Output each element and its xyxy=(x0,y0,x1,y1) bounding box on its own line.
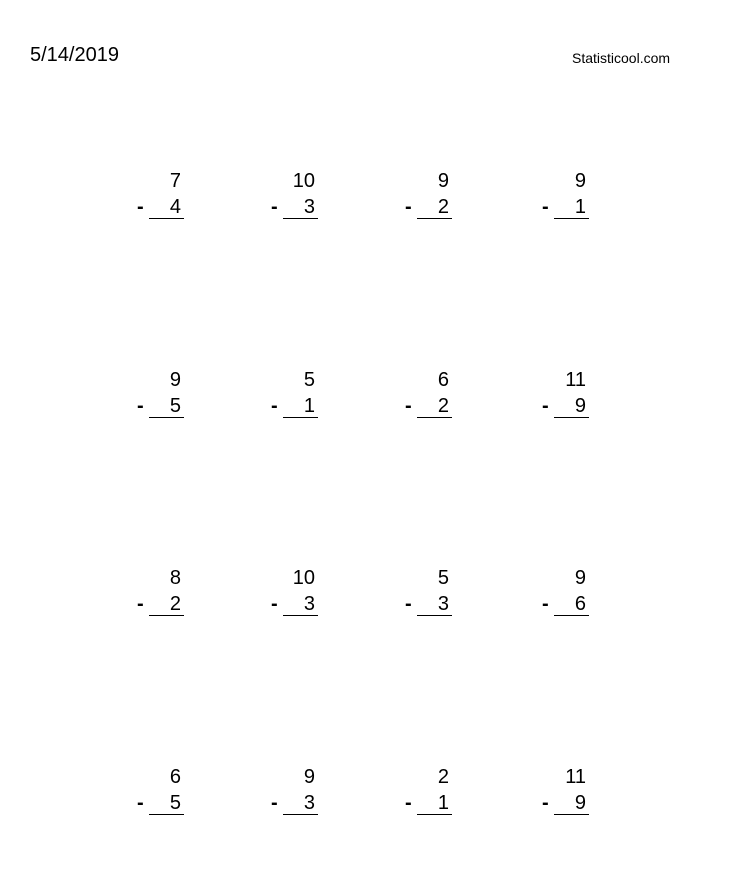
subtraction-problem xyxy=(137,369,184,421)
minus-sign: - xyxy=(405,593,412,615)
minuend: 9 xyxy=(169,369,181,391)
subtrahend: 6 xyxy=(554,593,589,616)
minus-sign: - xyxy=(137,593,144,615)
minuend: 9 xyxy=(574,170,586,192)
minus-sign: - xyxy=(542,593,549,615)
minuend: 6 xyxy=(437,369,449,391)
minuend: 9 xyxy=(437,170,449,192)
subtrahend: 2 xyxy=(417,196,452,219)
subtraction-problem xyxy=(137,170,184,222)
subtraction-problem xyxy=(405,369,452,421)
minus-sign: - xyxy=(137,395,144,417)
worksheet-date: 5/14/2019 xyxy=(30,44,119,66)
minuend: 8 xyxy=(169,567,181,589)
subtraction-problem xyxy=(405,170,452,222)
minuend: 10 xyxy=(292,170,315,192)
subtrahend: 5 xyxy=(149,792,184,815)
subtraction-problem xyxy=(542,766,589,818)
minuend: 10 xyxy=(292,567,315,589)
subtraction-problem xyxy=(271,567,318,619)
subtrahend: 3 xyxy=(283,792,318,815)
subtrahend: 1 xyxy=(417,792,452,815)
subtraction-problem xyxy=(405,567,452,619)
subtraction-problem xyxy=(137,567,184,619)
subtraction-problem xyxy=(542,567,589,619)
subtrahend: 1 xyxy=(554,196,589,219)
minus-sign: - xyxy=(271,593,278,615)
subtraction-problem xyxy=(542,369,589,421)
minus-sign: - xyxy=(405,792,412,814)
subtrahend: 4 xyxy=(149,196,184,219)
minus-sign: - xyxy=(137,792,144,814)
minus-sign: - xyxy=(405,196,412,218)
subtrahend: 3 xyxy=(283,196,318,219)
subtraction-problem xyxy=(271,170,318,222)
minus-sign: - xyxy=(271,792,278,814)
minuend: 6 xyxy=(169,766,181,788)
subtraction-problem xyxy=(542,170,589,222)
subtrahend: 2 xyxy=(417,395,452,418)
subtrahend: 3 xyxy=(417,593,452,616)
subtrahend: 2 xyxy=(149,593,184,616)
minus-sign: - xyxy=(542,792,549,814)
subtrahend: 9 xyxy=(554,395,589,418)
subtraction-problem xyxy=(271,766,318,818)
subtrahend: 5 xyxy=(149,395,184,418)
minuend: 9 xyxy=(303,766,315,788)
minuend: 11 xyxy=(565,766,586,788)
minus-sign: - xyxy=(271,196,278,218)
subtraction-problem xyxy=(405,766,452,818)
minuend: 7 xyxy=(169,170,181,192)
minuend: 5 xyxy=(437,567,449,589)
subtraction-problem xyxy=(137,766,184,818)
minus-sign: - xyxy=(137,196,144,218)
site-name: Statisticool.com xyxy=(572,50,671,66)
minus-sign: - xyxy=(405,395,412,417)
subtrahend: 1 xyxy=(283,395,318,418)
minus-sign: - xyxy=(271,395,278,417)
minus-sign: - xyxy=(542,395,549,417)
minuend: 11 xyxy=(565,369,586,391)
subtrahend: 3 xyxy=(283,593,318,616)
subtraction-problem xyxy=(271,369,318,421)
minus-sign: - xyxy=(542,196,549,218)
minuend: 9 xyxy=(574,567,586,589)
minuend: 2 xyxy=(437,766,449,788)
subtrahend: 9 xyxy=(554,792,589,815)
minuend: 5 xyxy=(303,369,315,391)
